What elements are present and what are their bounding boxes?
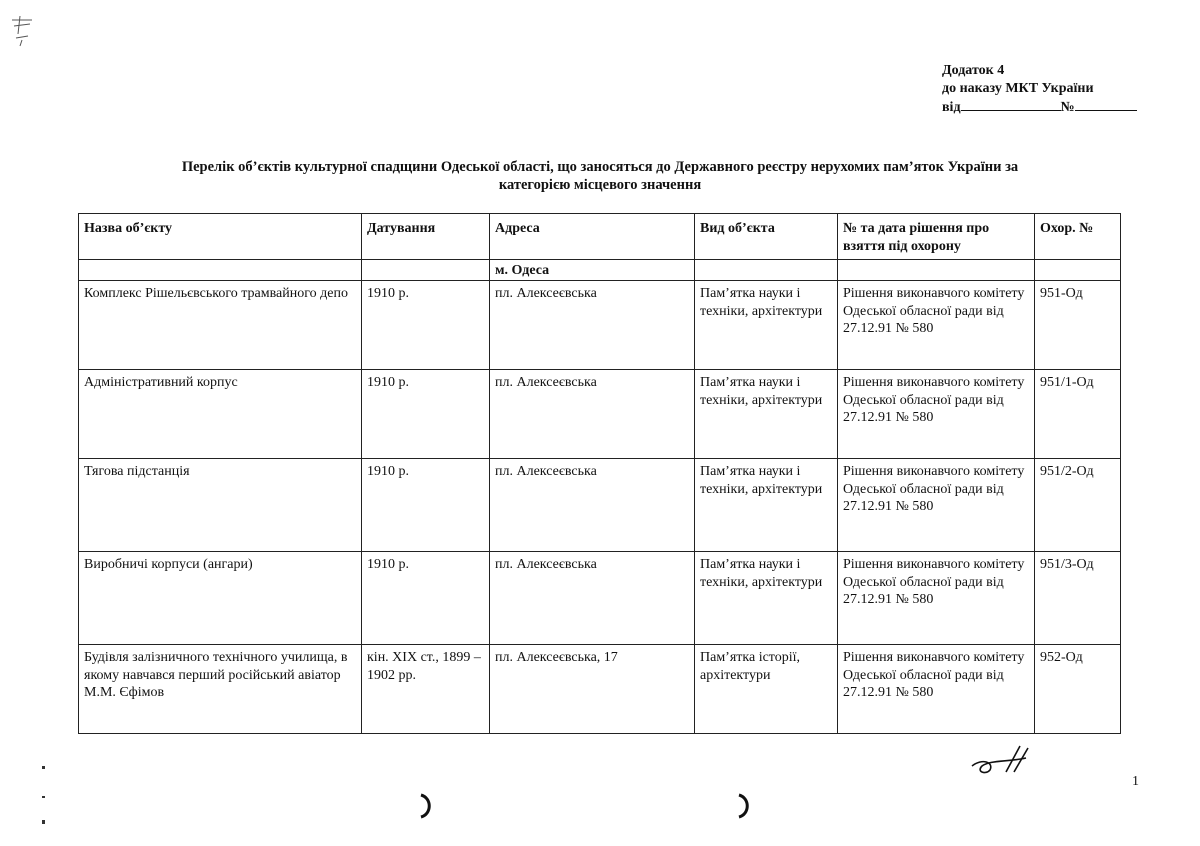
object-decision: Рішення виконавчого комітету Одеської обласної ради від 27.12.91 № 580 [838, 459, 1035, 552]
object-protection-no: 951/2-Од [1035, 459, 1121, 552]
object-address: пл. Алексеєвська, 17 [490, 645, 695, 734]
addendum-number-sign: № [1060, 100, 1075, 115]
date-blank [961, 98, 1061, 111]
object-type: Пам’ятка науки і техніки, архітектури [695, 552, 838, 645]
table-row [79, 645, 1121, 734]
title-line-2: категорією місцевого значення [498, 177, 702, 193]
object-name: Комплекс Рішельєвського трамвайного депо [79, 281, 362, 370]
scan-artifact [42, 766, 45, 769]
column-header-dating: Датування [362, 214, 490, 260]
table-row [79, 370, 1121, 459]
punch-hole-icon [418, 792, 434, 820]
table-row [79, 552, 1121, 645]
title-line-1: Перелік об’єктів культурної спадщини Одеської області, що заносяться до Державного реєстру нерухомих пам’яток України за [181, 159, 1019, 175]
object-name: Тягова підстанція [79, 459, 362, 552]
object-name: Виробничі корпуси (ангари) [79, 552, 362, 645]
addendum-line-3 [942, 98, 1137, 117]
object-dating: 1910 р. [362, 370, 490, 459]
object-dating: кін. XIX ст., 1899 – 1902 рр. [362, 645, 490, 734]
corner-mark-icon [8, 12, 38, 52]
object-address: пл. Алексеєвська [490, 281, 695, 370]
column-header-type: Вид об’єкта [695, 214, 838, 260]
object-type: Пам’ятка науки і техніки, архітектури [695, 459, 838, 552]
object-decision: Рішення виконавчого комітету Одеської обласної ради від 27.12.91 № 580 [838, 552, 1035, 645]
object-address: пл. Алексеєвська [490, 459, 695, 552]
addendum-date-prefix: від [942, 100, 961, 115]
object-protection-no: 951-Од [1035, 281, 1121, 370]
column-header-name: Назва об’єкту [79, 214, 362, 260]
object-protection-no: 952-Од [1035, 645, 1121, 734]
object-dating: 1910 р. [362, 459, 490, 552]
object-address: пл. Алексеєвська [490, 552, 695, 645]
table-cell [362, 260, 490, 281]
object-protection-no: 951/1-Од [1035, 370, 1121, 459]
table-header-row [79, 214, 1121, 260]
object-protection-no: 951/3-Од [1035, 552, 1121, 645]
scan-artifact [42, 796, 45, 798]
object-type: Пам’ятка науки і техніки, архітектури [695, 370, 838, 459]
table-row [79, 459, 1121, 552]
table-row [79, 281, 1121, 370]
table-cell [79, 260, 362, 281]
city-label: м. Одеса [490, 260, 695, 281]
object-name: Адміністративний корпус [79, 370, 362, 459]
object-address: пл. Алексеєвська [490, 370, 695, 459]
table-cell [838, 260, 1035, 281]
column-header-address: Адреса [490, 214, 695, 260]
city-row [79, 260, 1121, 281]
number-blank [1075, 98, 1137, 111]
punch-hole-icon [736, 792, 752, 820]
heritage-registry-table [78, 213, 1121, 734]
addendum-block [942, 62, 1137, 117]
addendum-line-1: Додаток 4 [942, 63, 1005, 78]
column-header-protection-no: Охор. № [1035, 214, 1121, 260]
table-cell [695, 260, 838, 281]
object-decision: Рішення виконавчого комітету Одеської обласної ради від 27.12.91 № 580 [838, 370, 1035, 459]
document-title [80, 158, 1120, 194]
object-decision: Рішення виконавчого комітету Одеської обласної ради від 27.12.91 № 580 [838, 645, 1035, 734]
signature-icon [968, 742, 1038, 776]
column-header-decision: № та дата рішення про взяття під охорону [838, 214, 1035, 260]
object-dating: 1910 р. [362, 281, 490, 370]
page-number: 1 [1132, 774, 1139, 789]
table-cell [1035, 260, 1121, 281]
object-dating: 1910 р. [362, 552, 490, 645]
object-type: Пам’ятка науки і техніки, архітектури [695, 281, 838, 370]
scan-artifact [42, 820, 45, 824]
object-name: Будівля залізничного технічного училища, в якому навчався перший російський авіатор М.М. Єфімов [79, 645, 362, 734]
object-type: Пам’ятка історії, архітектури [695, 645, 838, 734]
object-decision: Рішення виконавчого комітету Одеської обласної ради від 27.12.91 № 580 [838, 281, 1035, 370]
addendum-line-2: до наказу МКТ України [942, 81, 1094, 96]
